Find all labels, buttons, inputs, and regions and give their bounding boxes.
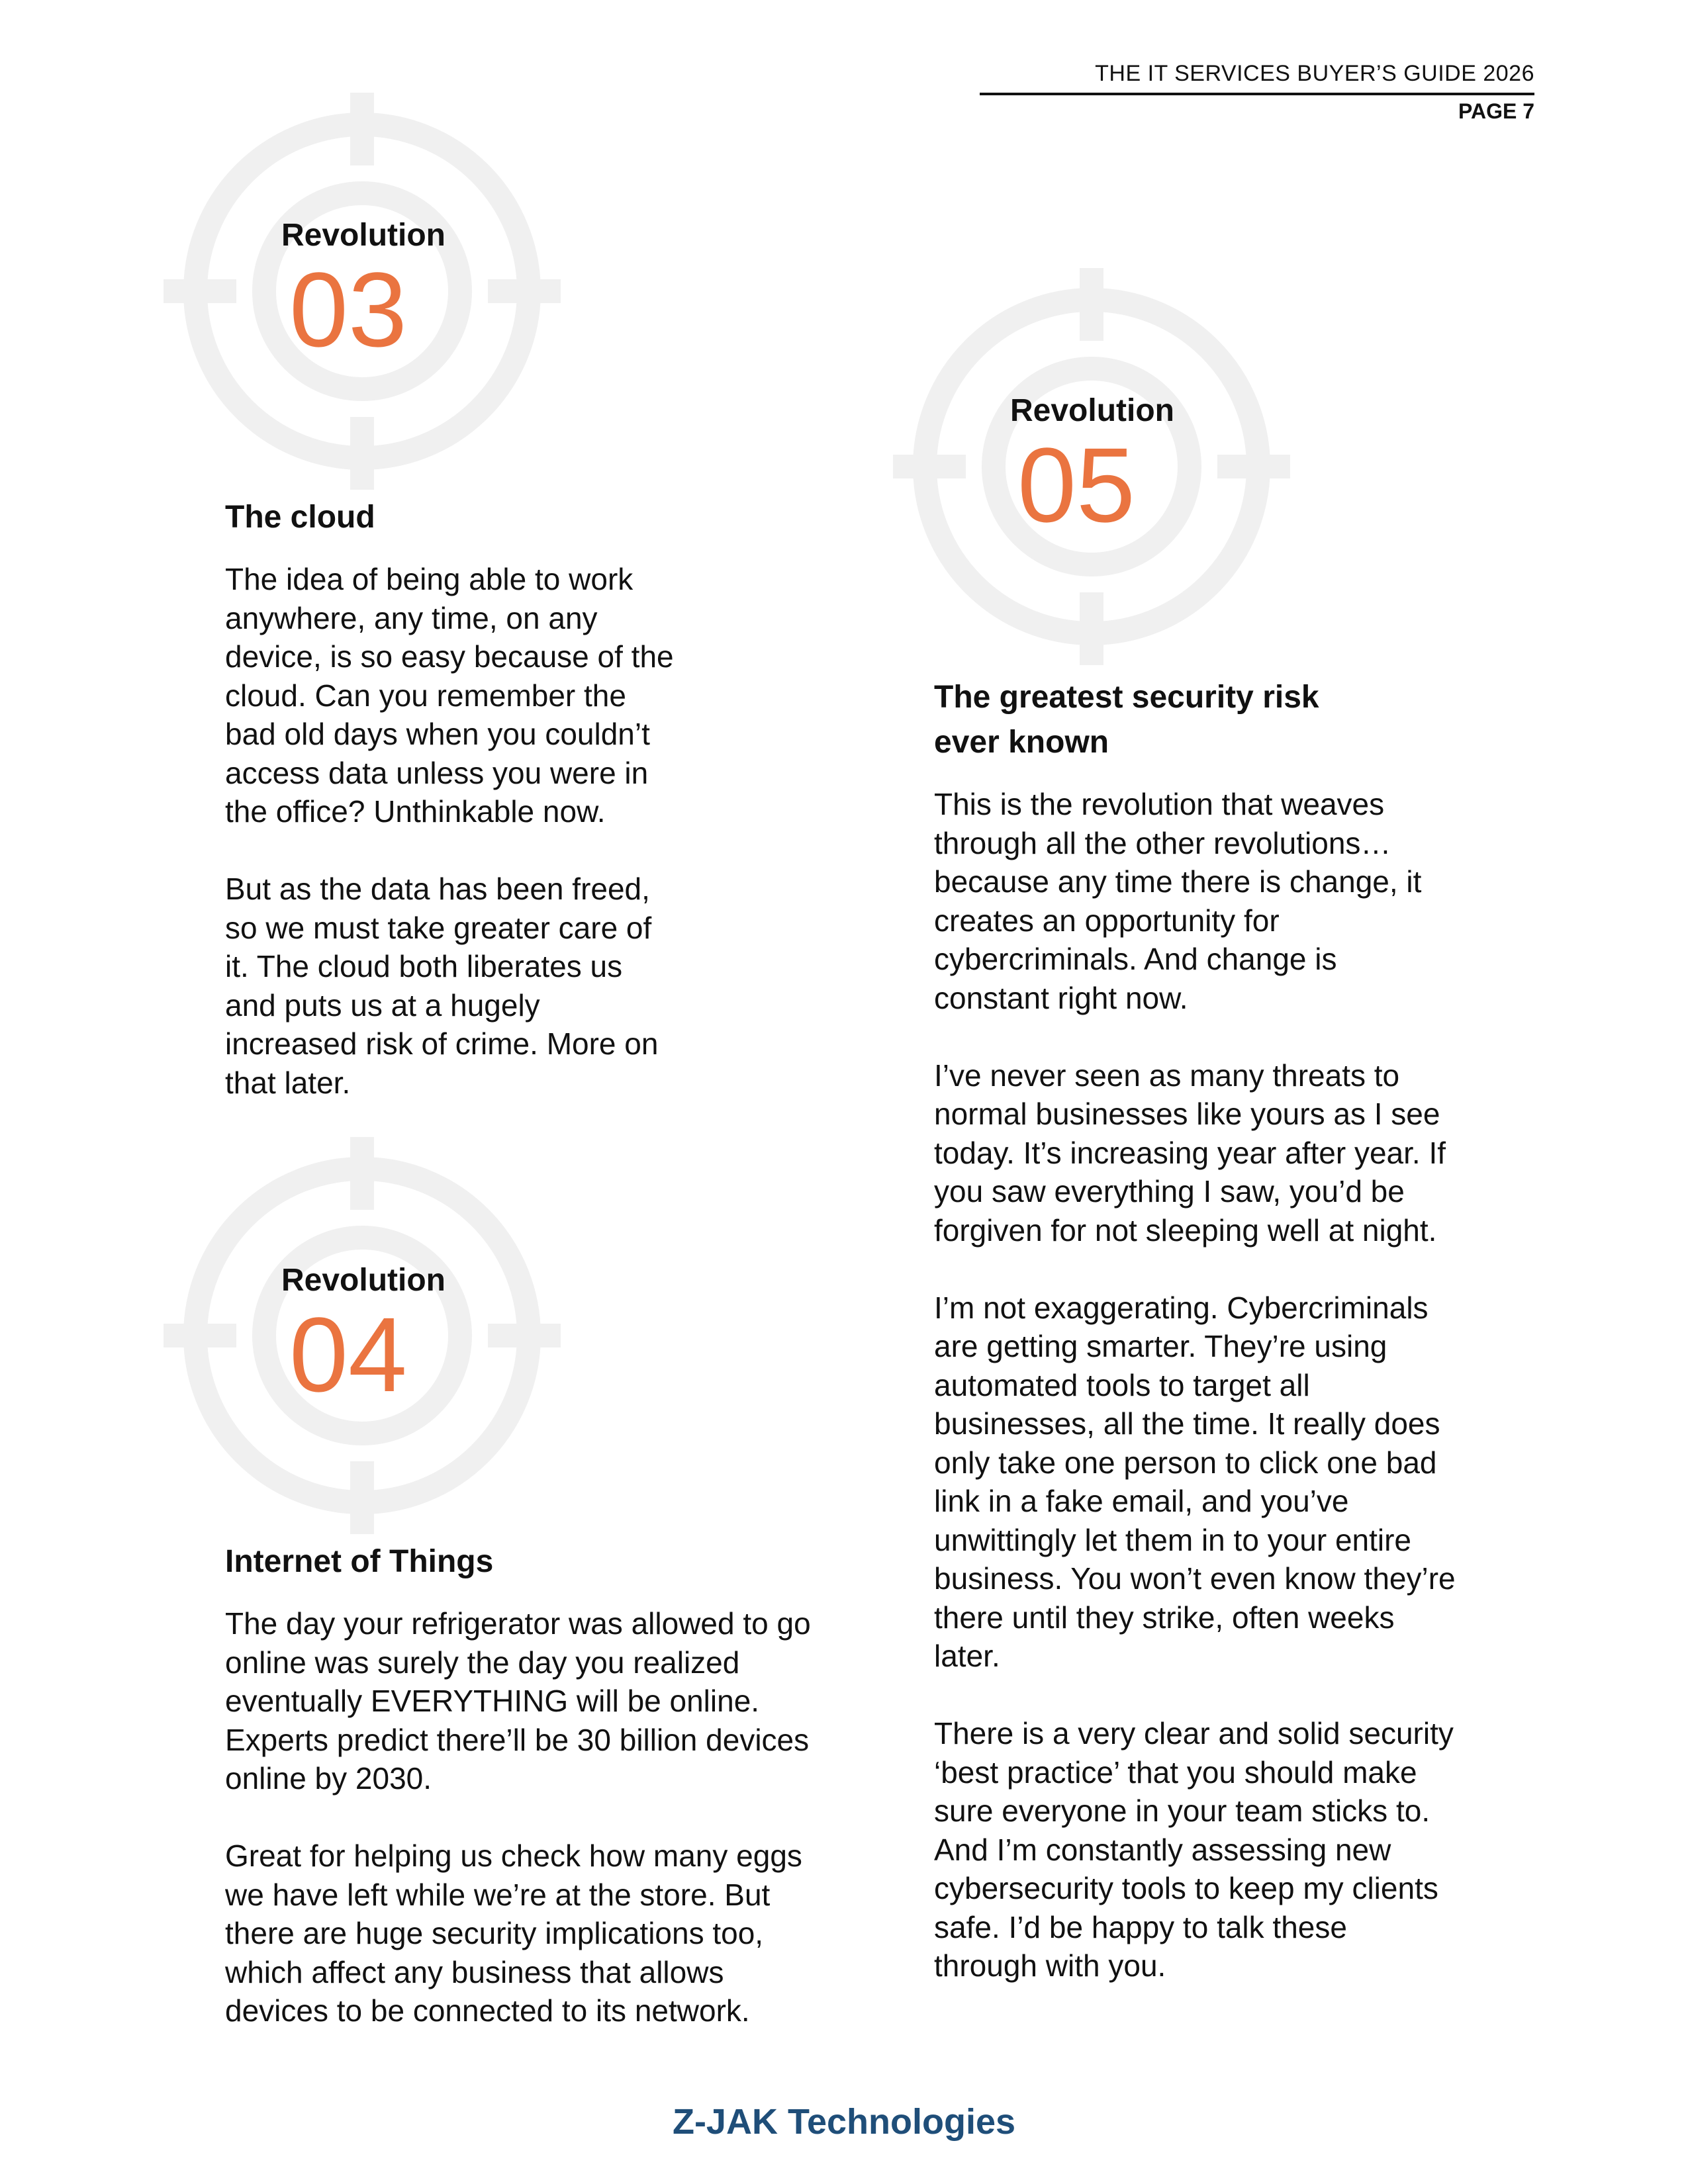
paragraph: This is the revolution that weaves through all the other revolutions… because any time there is change, it creates an opportunity for cybercriminals. And change is constant right now. <box>934 787 1422 1015</box>
paragraph: The day your refrigerator was allowed to go online was surely the day you realized eventually EVERYTHING will be online. Experts predict there’ll be 30 billion devices online by 2030. <box>225 1606 811 1796</box>
paragraph: The idea of being able to work anywhere, any time, on any device, is so easy because of the cloud. Can you remember the bad old days when you couldn’t access data unless you were in the office? Unthinkable now. <box>225 562 674 829</box>
section-heading: The cloud <box>225 500 375 535</box>
paragraph: But as the data has been freed, so we must take greater care of it. The cloud both liberates us and puts us at a hugely increased risk of crime. More on that later. <box>225 872 659 1100</box>
document-title: THE IT SERVICES BUYER’S GUIDE 2026 <box>1095 61 1534 86</box>
paragraph: Great for helping us check how many eggs we have left while we’re at the store. But there are huge security implications too, which affect any business that allows devices to be connected to its network. <box>225 1839 802 2028</box>
revolution-number: 03 <box>289 250 407 369</box>
header-divider <box>980 93 1534 95</box>
section-heading: Internet of Things <box>225 1544 494 1579</box>
revolution-label: Revolution <box>281 218 445 253</box>
company-name: Z-JAK Technologies <box>672 2102 1016 2142</box>
page-number: PAGE 7 <box>1458 99 1534 123</box>
paragraph: I’ve never seen as many threats to normal businesses like yours as I see today. It’s increasing year after year. If you saw everything I saw, you’d be forgiven for not sleeping well at night. <box>934 1058 1446 1248</box>
paragraph: I’m not exaggerating. Cybercriminals are getting smarter. They’re using automated tools to target all businesses, all the time. It really does only take one person to click one bad link in a fake email, and you’ve unwittingly let them in to your entire business. You won’t even know they’re there until they strike, often weeks later. <box>934 1290 1456 1673</box>
section-body <box>934 785 1543 1985</box>
section-body <box>225 560 728 1102</box>
revolution-label: Revolution <box>1010 393 1174 428</box>
revolution-number: 04 <box>289 1295 407 1414</box>
section-body <box>225 1604 894 2030</box>
paragraph: There is a very clear and solid security ‘best practice’ that you should make sure everyone in your team sticks to. And I’m constantly assessing new cybersecurity tools to keep my clients safe. I’d be happy to talk these through with you. <box>934 1716 1454 1983</box>
revolution-number: 05 <box>1017 426 1135 544</box>
revolution-label: Revolution <box>281 1263 445 1298</box>
section-heading: The greatest security risk ever known <box>934 680 1319 760</box>
